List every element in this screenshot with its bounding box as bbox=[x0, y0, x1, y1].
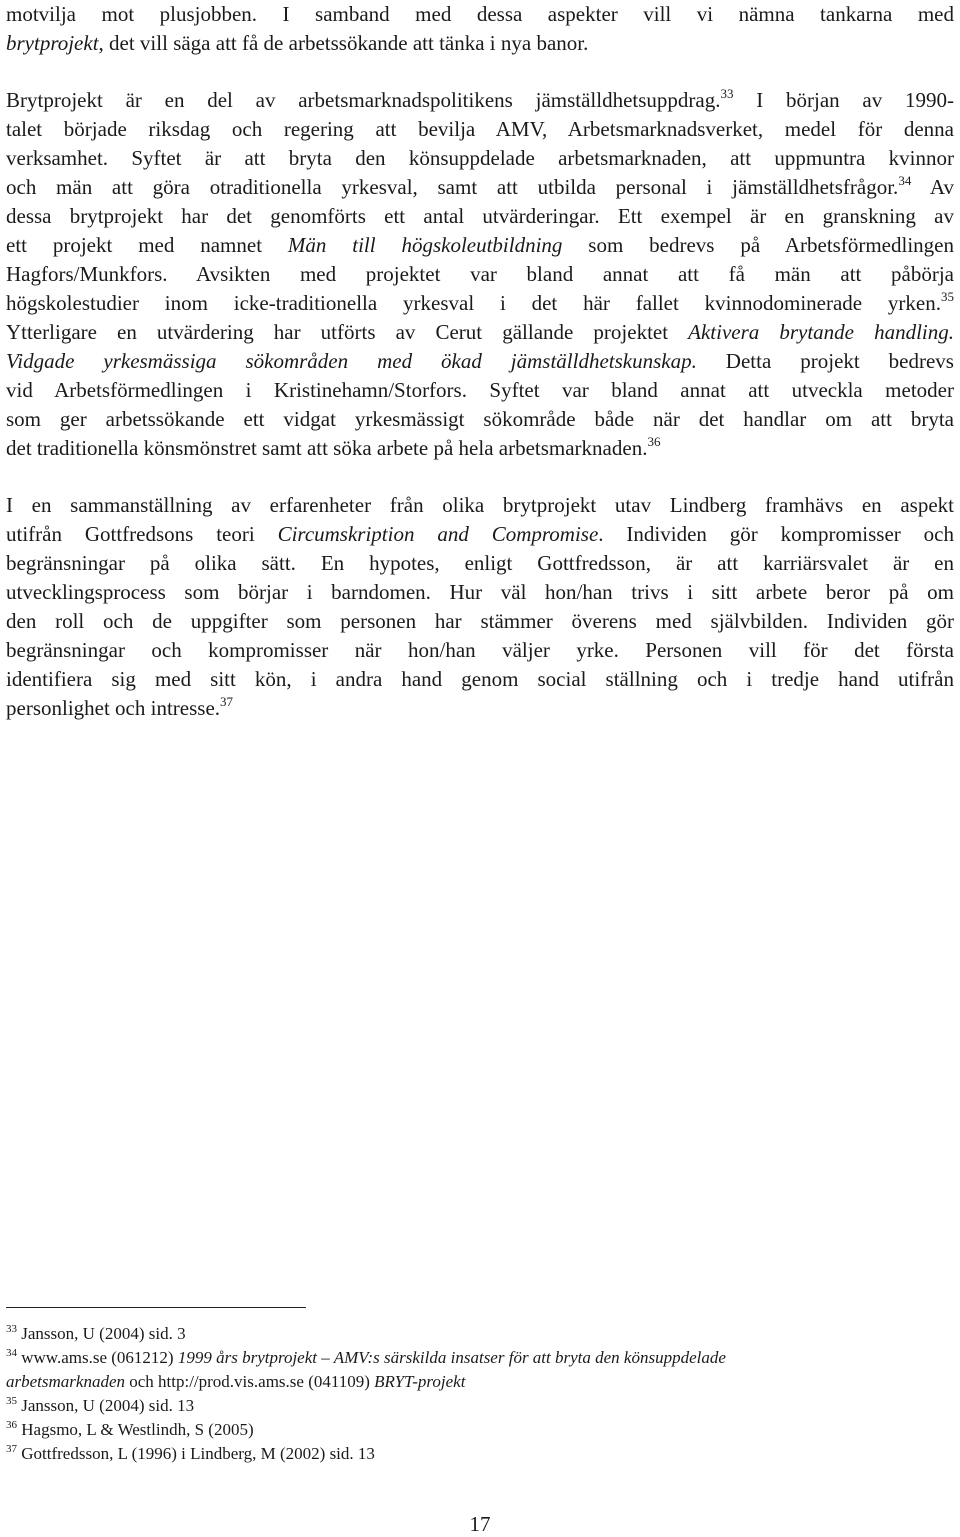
paragraph-1 bbox=[6, 0, 954, 58]
italic-project-title: Aktivera brytande handling. bbox=[688, 320, 954, 344]
italic-term: brytprojekt bbox=[6, 31, 99, 55]
footnote-ref-36[interactable]: 36 bbox=[647, 434, 661, 449]
text-line bbox=[6, 289, 954, 318]
footnote-ref-37[interactable]: 37 bbox=[220, 694, 234, 709]
text-run: identifiera sig med sitt kön, i andra hand genom social ställning och i tredje hand utifrån bbox=[6, 667, 954, 691]
page-number: 17 bbox=[469, 1512, 491, 1536]
text-line bbox=[6, 520, 954, 549]
text-run: motvilja mot plusjobben. I samband med dessa aspekter vill vi nämna tankarna med bbox=[6, 2, 954, 26]
footnote-number: 36 bbox=[6, 1419, 17, 1431]
footnote-number: 35 bbox=[6, 1395, 17, 1407]
text-line bbox=[6, 549, 954, 578]
document-page bbox=[6, 0, 954, 1537]
text-run: det traditionella könsmönstret samt att söka arbete på hela arbetsmarknaden. bbox=[6, 436, 648, 460]
text-run: Ytterligare en utvärdering har utförts av Cerut gällande projektet bbox=[6, 320, 689, 344]
text-run: ett projekt med namnet bbox=[6, 233, 288, 257]
footnote-text: Gottfredsson, L (1996) i Lindberg, M (2002) sid. 13 bbox=[17, 1444, 375, 1463]
paragraph-3 bbox=[6, 491, 954, 723]
footnotes bbox=[6, 1322, 954, 1466]
text-run: Brytprojekt är en del av arbetsmarknadspolitikens jämställdhetsuppdrag. bbox=[6, 88, 721, 112]
text-run: och män att göra otraditionella yrkesval, samt att utbilda personal i jämställdhetsfrågor. bbox=[6, 175, 899, 199]
text-run: personlighet och intresse. bbox=[6, 696, 221, 720]
text-line bbox=[6, 29, 954, 58]
text-run: begränsningar på olika sätt. En hypotes, enligt Gottfredsson, är att karriärsvalet är en bbox=[6, 551, 954, 575]
text-line bbox=[6, 173, 954, 202]
text-line bbox=[6, 694, 954, 723]
text-line bbox=[6, 405, 954, 434]
text-line bbox=[6, 144, 954, 173]
text-run: . Individen gör kompromisser och bbox=[598, 522, 954, 546]
paragraph-2 bbox=[6, 86, 954, 463]
footnote-35 bbox=[6, 1394, 954, 1418]
footnote-36 bbox=[6, 1418, 954, 1442]
footnote-text: och http://prod.vis.ams.se (041109) bbox=[124, 1372, 375, 1391]
text-line bbox=[6, 202, 954, 231]
text-run: utvecklingsprocess som börjar i barndomen. Hur väl hon/han trivs i sitt arbete beror på om bbox=[6, 580, 954, 604]
text-line bbox=[6, 665, 954, 694]
footnote-34-cont bbox=[6, 1370, 954, 1394]
text-run: utifrån Gottfredsons teori bbox=[6, 522, 278, 546]
footnote-ref-34[interactable]: 34 bbox=[898, 173, 912, 188]
italic-project-title: Vidgade yrkesmässiga sökområden med ökad jämställdhetskunskap. bbox=[6, 349, 697, 373]
text-run: I en sammanställning av erfarenheter från olika brytprojekt utav Lindberg framhävs en aspekt bbox=[6, 493, 954, 517]
footnote-34 bbox=[6, 1346, 954, 1370]
footnote-number: 34 bbox=[6, 1347, 17, 1359]
footnote-divider bbox=[6, 1307, 306, 1308]
footnote-italic-title: arbetsmarknaden bbox=[6, 1372, 125, 1391]
text-run: den roll och de uppgifter som personen har stämmer överens med självbilden. Individen gör bbox=[6, 609, 954, 633]
text-line bbox=[6, 115, 954, 144]
text-run: , det vill säga att få de arbetssökande att tänka i nya banor. bbox=[98, 31, 589, 55]
text-run: begränsningar och kompromisser när hon/han väljer yrke. Personen vill för det första bbox=[6, 638, 954, 662]
text-run: I början av 1990- bbox=[733, 88, 954, 112]
text-line bbox=[6, 260, 954, 289]
text-line bbox=[6, 636, 954, 665]
footnote-text: www.ams.se (061212) bbox=[17, 1348, 178, 1367]
text-run: Hagfors/Munkfors. Avsikten med projektet var bland annat att få män att påbörja bbox=[6, 262, 954, 286]
text-run: dessa brytprojekt har det genomförts ett antal utvärderingar. Ett exempel är en granskning av bbox=[6, 204, 954, 228]
footnote-33 bbox=[6, 1322, 954, 1346]
text-run: vid Arbetsförmedlingen i Kristinehamn/Storfors. Syftet var bland annat att utveckla metoder bbox=[6, 378, 954, 402]
text-line bbox=[6, 347, 954, 376]
footnote-number: 37 bbox=[6, 1443, 17, 1455]
text-run: högskolestudier inom icke-traditionella yrkesval i det här fallet kvinnodominerade yrken. bbox=[6, 291, 941, 315]
italic-theory-title: Circumskription and Compromise bbox=[277, 522, 599, 546]
footnote-37 bbox=[6, 1442, 954, 1466]
text-line bbox=[6, 578, 954, 607]
footnote-italic-title: BRYT-projekt bbox=[374, 1372, 466, 1391]
footnote-text: Hagsmo, L & Westlindh, S (2005) bbox=[17, 1420, 254, 1439]
text-line bbox=[6, 376, 954, 405]
text-line bbox=[6, 231, 954, 260]
text-line bbox=[6, 434, 954, 463]
text-line bbox=[6, 491, 954, 520]
footnote-text: Jansson, U (2004) sid. 13 bbox=[17, 1396, 195, 1415]
footnote-number: 33 bbox=[6, 1323, 17, 1335]
text-run: talet började riksdag och regering att bevilja AMV, Arbetsmarknadsverket, medel för denna bbox=[6, 117, 954, 141]
footnote-italic-title: 1999 års brytprojekt – AMV:s särskilda insatser för att bryta den könsuppdelade bbox=[177, 1348, 726, 1367]
text-run: verksamhet. Syftet är att bryta den könsuppdelade arbetsmarknaden, att uppmuntra kvinnor bbox=[6, 146, 954, 170]
text-run: Detta projekt bedrevs bbox=[696, 349, 954, 373]
text-line bbox=[6, 607, 954, 636]
text-run: som ger arbetssökande ett vidgat yrkesmässigt sökområde både när det handlar om att bryta bbox=[6, 407, 954, 431]
text-run: Av bbox=[911, 175, 954, 199]
text-run: som bedrevs på Arbetsförmedlingen bbox=[562, 233, 954, 257]
footnote-text: Jansson, U (2004) sid. 3 bbox=[17, 1324, 186, 1343]
footnote-ref-35[interactable]: 35 bbox=[941, 289, 954, 304]
italic-project-title: Män till högskoleutbildning bbox=[287, 233, 563, 257]
text-line bbox=[6, 318, 954, 347]
text-line bbox=[6, 86, 954, 115]
footnote-ref-33[interactable]: 33 bbox=[720, 86, 734, 101]
text-line bbox=[6, 0, 954, 29]
